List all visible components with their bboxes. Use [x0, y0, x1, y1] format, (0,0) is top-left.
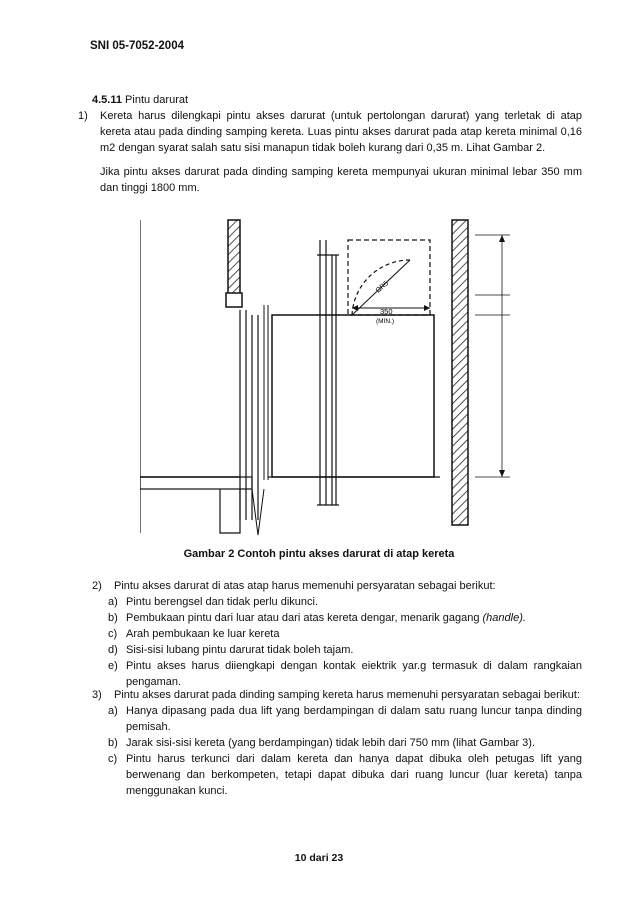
sub-text: Pintu harus terkunci dari dalam kereta dan hanya dapat dibuka oleh petugas lift yang berwenang dan berkompeten, tetapi dapat dibuka dari ruang luncur (luar kereta) tanpa menggunakan kunci.: [126, 753, 582, 797]
item-1: [78, 108, 582, 156]
item-2-sub-c: [108, 626, 582, 642]
section-4-5-11: [78, 92, 582, 196]
item-3-intro: [92, 687, 582, 703]
item-3-sub-a: [108, 703, 582, 735]
item-text: Pintu akses darurat di atas atap harus memenuhi persyaratan sebagai berikut:: [114, 580, 496, 592]
sub-text: Pembukaan pintu dari luar atau dari atas kereta dengar, menarik gagang: [126, 612, 483, 624]
car-body: [272, 315, 434, 477]
figure-caption: Gambar 2 Contoh pintu akses darurat di atap kereta: [183, 548, 455, 560]
sub-text: Hanya dipasang pada dua lift yang berdampingan di dalam satu ruang luncur tanpa dinding pemisah.: [126, 705, 582, 733]
sub-number: d): [108, 644, 118, 656]
item-text: Pintu akses darurat pada dinding samping kereta harus memenuhi persyaratan sebagai berikut:: [114, 689, 580, 701]
item-1-paragraph-2: Jika pintu akses darurat pada dinding samping kereta mempunyai ukuran minimal lebar 350 mm dan tinggi 1800 mm.: [100, 166, 582, 194]
section-title: Pintu darurat: [125, 94, 189, 106]
item-3-sub-b: [108, 735, 582, 751]
document-code: SNI 05-7052-2004: [90, 40, 184, 52]
hatch-outline: [348, 240, 430, 315]
item-2: [92, 578, 582, 690]
item-3-sub-c: [108, 751, 582, 799]
sub-text: Sisi-sisi lubang pintu darurat tidak boleh tajam.: [126, 644, 354, 656]
item-2-sub-b: [108, 610, 582, 626]
item-text: Kereta harus dilengkapi pintu akses darurat (untuk pertolongan darurat) yang terletak di atap kereta atau pada dinding samping kereta. Luas pintu akses darurat pada atap kereta minimal 0,16 m2 dengan syarat salah satu sisi manapun tidak boleh kurang dari 0,35 m. Lihat Gambar 2.: [100, 110, 582, 154]
item-3: [92, 687, 582, 799]
sub-number: a): [108, 705, 118, 717]
sub-number: c): [108, 628, 118, 640]
sub-text: Pintu akses harus diiengkapi dengan kontak eiektrik yar.g termasuk di dalam rangkaian pengaman.: [126, 660, 582, 688]
sub-text-emphasis: (handle).: [482, 612, 526, 624]
section-number: 4.5.11: [92, 94, 122, 106]
item-2-intro: [92, 578, 582, 594]
sub-text: Pintu berengsel dan tidak perlu dikunci.: [126, 596, 319, 608]
dimension-sub: (MIN.): [376, 318, 395, 325]
sub-number: b): [108, 737, 118, 749]
section-heading: [92, 92, 582, 108]
sub-text: Jarak sisi-sisi kereta (yang berdampingan) tidak lebih dari 750 mm (lihat Gambar 3).: [126, 737, 536, 749]
right-wall-hatch: [452, 220, 468, 525]
item-2-sub-a: [108, 594, 582, 610]
sub-number: a): [108, 596, 118, 608]
item-number: 1): [78, 110, 88, 122]
sub-text: Arah pembukaan ke luar kereta: [126, 628, 280, 640]
arc-label: ΩR5: [374, 280, 391, 295]
item-2-sub-d: [108, 642, 582, 658]
item-2-sub-e: [108, 658, 582, 690]
figure-2-drawing: [140, 215, 520, 540]
roof-escape-hatch-diagram: [140, 215, 520, 540]
sub-number: b): [108, 612, 118, 624]
page-number: 10 dari 23: [294, 852, 344, 864]
sub-number: c): [108, 753, 118, 765]
dimension-label: 350: [380, 307, 393, 316]
item-number: 2): [92, 580, 102, 592]
item-number: 3): [92, 689, 102, 701]
sub-number: e): [108, 660, 118, 672]
